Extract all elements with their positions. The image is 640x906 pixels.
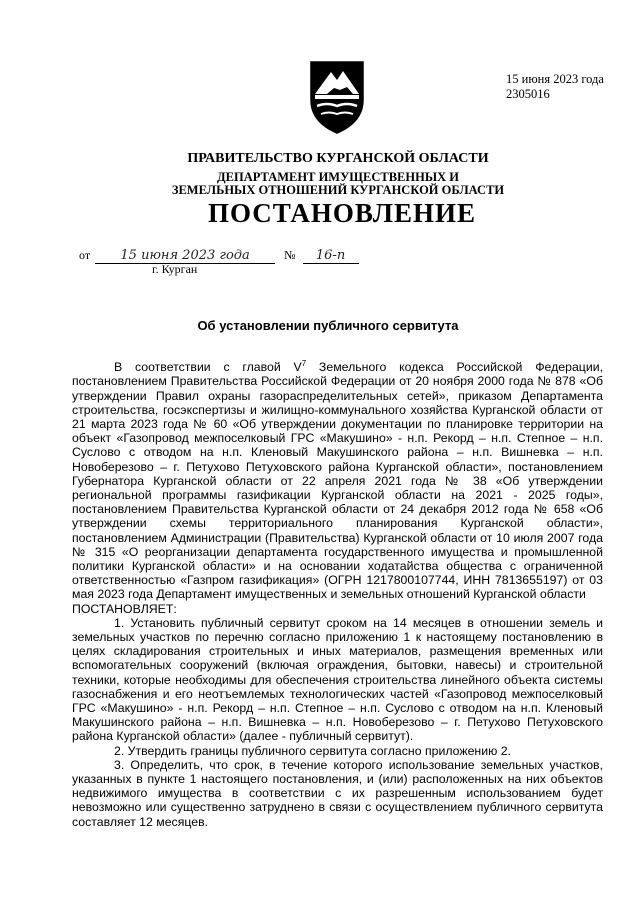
document-type-title: ПОСТАНОВЛЕНИЕ [207, 198, 477, 228]
handwritten-number: 16-п [303, 248, 359, 264]
document-number-line [79, 248, 359, 264]
number-label: № [284, 248, 296, 262]
from-label: от [79, 248, 91, 262]
item-3-paragraph: 3. Определить, что срок, в течение которого использование земельных участков, указанных в пункте 1 настоящего постановления, и (или) расположенных на них объектов недвижимого имущества в соответствии с их разрешенным использованием будет невозможно или существенно затруднено в связи с осуществлением публичного сервитута составляет 12 месяцев. [72, 757, 603, 829]
chapter-superscript: 7 [301, 359, 307, 368]
coat-of-arms-icon [307, 60, 367, 135]
stamp-date: 15 июня 2023 года [506, 72, 604, 86]
department-heading-line2: ЗЕМЕЛЬНЫХ ОТНОШЕНИЙ КУРГАНСКОЙ ОБЛАСТИ [171, 183, 505, 197]
department-heading-line1: ДЕПАРТАМЕНТ ИМУЩЕСТВЕННЫХ И [217, 170, 459, 184]
handwritten-date: 15 июня 2023 года [95, 248, 275, 264]
city-label: г. Курган [152, 262, 198, 276]
item-2-paragraph: 2. Утвердить границы публичного сервитута согласно приложению 2. [114, 743, 511, 758]
resolves-word: ПОСТАНОВЛЯЕТ: [72, 601, 177, 616]
resolution-body [72, 357, 603, 829]
registration-stamp [506, 72, 604, 102]
stamp-code: 2305016 [506, 87, 550, 101]
government-heading: ПРАВИТЕЛЬСТВО КУРГАНСКОЙ ОБЛАСТИ [187, 151, 489, 166]
preamble-start: В соответствии с главой V [114, 360, 302, 375]
item-1-paragraph: 1. Установить публичный сервитут сроком на 14 месяцев в отношении земель и земельных участков по перечню согласно приложению 1 к настоящему постановлению в целях складирования строительных и иных материалов, размещения временных или вспомогательных сооружений (включая ограждения, бытовки, навесы) и строительной техники, которые необходимы для обеспечения строительства линейного объекта системы газоснабжения и его неотъемлемых технологических частей «Газопровод межпоселковый ГРС «Макушино» - н.п. Рекорд – н.п. Степное – н.п. Суслово с отводом на н.п. Кленовый Макушинского района – н.п. Вишневка – н.п. Новоберезово – г. Петухово Петуховского района Курганской области» (далее - публичный сервитут). [72, 615, 603, 744]
preamble-paragraph [72, 357, 603, 602]
preamble-rest: Земельного кодекса Российской Федерации, постановлением Правительства Российской Федерации от 20 ноября 2000 года № 878 «Об утверждении Правил охраны газораспределительных сетей», приказом Департамента строительства, госэкспертизы и жилищно-коммунального хозяйства Курганской области от 21 марта 2023 года № 60 «Об утверждении документации по планировке территории на объект «Газопровод межпоселковый ГРС «Макушино» - н.п. Рекорд – н.п. Степное – н.п. Суслово с отводом на н.п. Кленовый Макушинского района – н.п. Вишневка – н.п. Новоберезово – г. Петухово Петуховского района Курганской области», постановлением Губернатора Курганской области от 22 апреля 2021 года № 38 «Об утверждении региональной программы газификации Курганской области на 2021 - 2025 годы», постановлением Правительства Курганской области от 24 декабря 2012 года № 658 «Об утверждении схемы территориального планирования Курганской области», постановлением Администрации (Правительства) Курганской области от 10 июля 2007 года № 315 «О реорганизации департамента государственного имущества и промышленной политики Курганской области» и на основании ходатайства общества с ограниченной ответственностью «Газпром газификация» (ОГРН 1217800107744, ИНН 7813655197) от 03 мая 2023 года Департамент имущественных и земельных отношений Курганской области [72, 360, 604, 602]
resolution-subject: Об установлении публичного сервитута [197, 318, 459, 333]
